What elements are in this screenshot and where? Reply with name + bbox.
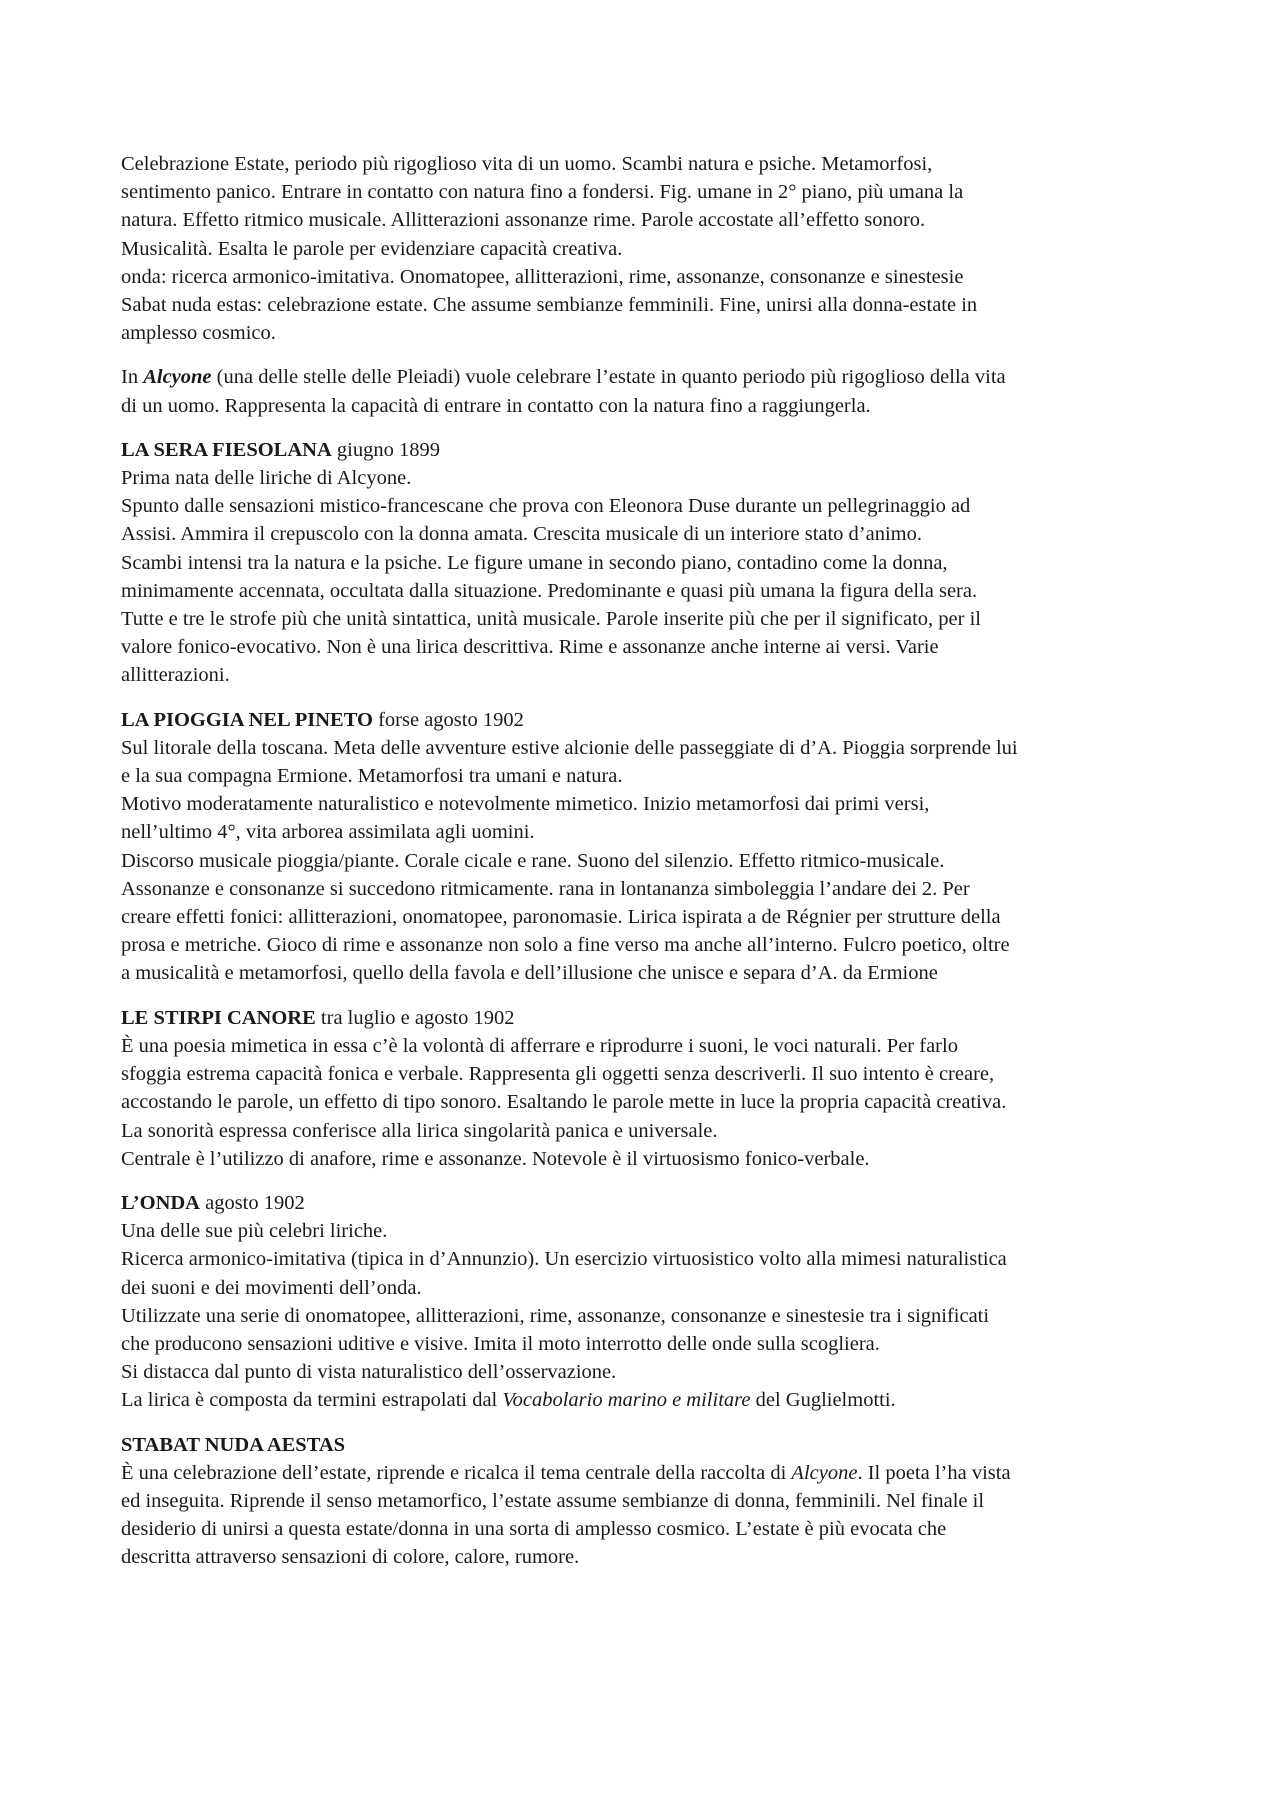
text-line: di un uomo. Rappresenta la capacità di entrare in contatto con la natura fino a raggiungerla. (121, 394, 871, 417)
text-fragment: del Guglielmotti. (750, 1389, 896, 1412)
section-date: tra luglio e agosto 1902 (315, 1006, 515, 1029)
book-title: Alcyone (143, 366, 212, 389)
text-line: minimamente accennata, occultata dalla situazione. Predominante e quasi più umana la figura della sera. (121, 579, 978, 602)
text-fragment: (una delle stelle delle Pleiadi) vuole celebrare l’estate in quanto periodo più rigoglioso della vita (211, 366, 1006, 389)
text-line: La sonorità espressa conferisce alla lirica singolarità panica e universale. (121, 1119, 718, 1142)
text-line: Utilizzate una serie di onomatopee, allitterazioni, rime, assonanze, consonanze e sinestesie tra i significati (121, 1304, 990, 1327)
text-line: valore fonico-evocativo. Non è una lirica descrittiva. Rime e assonanze anche interne ai versi. Varie (121, 636, 939, 659)
alcyone-paragraph (121, 363, 1171, 419)
section-title: STABAT NUDA AESTAS (121, 1433, 346, 1456)
text-fragment: È una celebrazione dell’estate, riprende e ricalca il tema centrale della raccolta di (121, 1461, 792, 1484)
text-line: Si distacca dal punto di vista naturalistico dell’osservazione. (121, 1361, 617, 1384)
book-title: Alcyone (791, 1461, 858, 1484)
section-title: LA PIOGGIA NEL PINETO (121, 708, 373, 731)
text-line: dei suoni e dei movimenti dell’onda. (121, 1276, 422, 1299)
section-heading (121, 1189, 1171, 1217)
text-line: Celebrazione Estate, periodo più rigoglioso vita di un uomo. Scambi natura e psiche. Metamorfosi, (121, 153, 933, 175)
text-line: Spunto dalle sensazioni mistico-francescane che prova con Eleonora Duse durante un pellegrinaggio ad (121, 495, 971, 518)
text-line: Assonanze e consonanze si succedono ritmicamente. rana in lontananza simboleggia l’andare dei 2. Per (121, 877, 970, 900)
section-title: LA SERA FIESOLANA (121, 438, 332, 461)
text-line (121, 363, 1171, 391)
section-heading (121, 1431, 1171, 1459)
text-line: È una poesia mimetica in essa c’è la volontà di afferrare e riprodurre i suoni, le voci naturali. Per farlo (121, 1034, 958, 1057)
text-line: onda: ricerca armonico-imitativa. Onomatopee, allitterazioni, rime, assonanze, consonanze e sinestesie (121, 265, 964, 288)
text-line: amplesso cosmico. (121, 322, 276, 345)
text-line: natura. Effetto ritmico musicale. Allitterazioni assonanze rime. Parole accostate all’effetto sonoro. (121, 209, 926, 232)
section-pioggia-nel-pineto (121, 706, 1171, 988)
text-line: Musicalità. Esalta le parole per evidenziare capacità creativa. (121, 237, 623, 260)
text-line: Una delle sue più celebri liriche. (121, 1220, 388, 1243)
text-line: sfoggia estrema capacità fonica e verbale. Rappresenta gli oggetti senza descriverli. Il suo intento è creare, (121, 1063, 995, 1086)
text-line (121, 1386, 1171, 1414)
text-line: nell’ultimo 4°, vita arborea assimilata agli uomini. (121, 821, 535, 844)
section-title: L’ONDA (121, 1191, 200, 1214)
section-stirpi-canore (121, 1004, 1171, 1173)
text-line: Scambi intensi tra la natura e la psiche. Le figure umane in secondo piano, contadino come la donna, (121, 551, 948, 574)
text-line: Sul litorale della toscana. Meta delle avventure estive alcionie delle passeggiate di d’A. Pioggia sorprende lui (121, 736, 1018, 759)
text-line: Sabat nuda estas: celebrazione estate. Che assume sembianze femminili. Fine, unirsi alla donna-estate in (121, 294, 978, 317)
section-date: giugno 1899 (331, 438, 440, 461)
text-line (121, 1459, 1171, 1487)
section-date: agosto 1902 (199, 1191, 305, 1214)
text-line: Tutte e tre le strofe più che unità sintattica, unità musicale. Parole inserite più che per il significato, per il (121, 608, 981, 631)
text-line: Discorso musicale pioggia/piante. Corale cicale e rane. Suono del silenzio. Effetto ritmico-musicale. (121, 849, 945, 872)
section-onda (121, 1189, 1171, 1415)
book-title: Vocabolario marino e militare (502, 1389, 751, 1412)
text-line: descritta attraverso sensazioni di colore, calore, rumore. (121, 1546, 580, 1569)
text-line: Centrale è l’utilizzo di anafore, rime e assonanze. Notevole è il virtuosismo fonico-verbale. (121, 1147, 870, 1170)
text-fragment: In (121, 366, 144, 389)
section-heading (121, 706, 1171, 734)
text-line: ed inseguita. Riprende il senso metamorfico, l’estate assume sembianze di donna, femminili. Nel finale il (121, 1489, 985, 1512)
text-line: a musicalità e metamorfosi, quello della favola e dell’illusione che unisce e separa d’A. da Ermione (121, 962, 938, 985)
section-stabat-nuda-aestas (121, 1431, 1171, 1572)
text-line: allitterazioni. (121, 664, 230, 687)
text-line: prosa e metriche. Gioco di rime e assonanze non solo a fine verso ma anche all’interno. Fulcro poetico, oltre (121, 934, 1010, 957)
text-line: che producono sensazioni uditive e visive. Imita il moto interrotto delle onde sulla scogliera. (121, 1332, 880, 1355)
text-line: desiderio di unirsi a questa estate/donna in una sorta di amplesso cosmico. L’estate è più evocata che (121, 1518, 947, 1541)
text-line: Prima nata delle liriche di Alcyone. (121, 467, 412, 490)
text-line: creare effetti fonici: allitterazioni, onomatopee, paronomasie. Lirica ispirata a de Régnier per strutture della (121, 906, 1001, 929)
section-title: LE STIRPI CANORE (121, 1006, 316, 1029)
text-line: Motivo moderatamente naturalistico e notevolmente mimetico. Inizio metamorfosi dai primi versi, (121, 793, 930, 816)
text-line: Ricerca armonico-imitativa (tipica in d’Annunzio). Un esercizio virtuosistico volto alla mimesi naturalistica (121, 1248, 1007, 1271)
text-line: Assisi. Ammira il crepuscolo con la donna amata. Crescita musicale di un interiore stato d’animo. (121, 523, 923, 546)
text-fragment: . Il poeta l’ha vista (857, 1461, 1011, 1484)
section-heading (121, 1004, 1171, 1032)
section-heading (121, 436, 1171, 464)
section-date: forse agosto 1902 (372, 708, 524, 731)
text-line: accostando le parole, un effetto di tipo sonoro. Esaltando le parole mette in luce la propria capacità creativa. (121, 1091, 1007, 1114)
section-sera-fiesolana (121, 436, 1171, 690)
document-page (121, 150, 1171, 1588)
text-line: sentimento panico. Entrare in contatto con natura fino a fondersi. Fig. umane in 2° piano, più umana la (121, 181, 964, 204)
text-line: e la sua compagna Ermione. Metamorfosi tra umani e natura. (121, 765, 623, 788)
text-fragment: La lirica è composta da termini estrapolati dal (121, 1389, 503, 1412)
intro-paragraph (121, 150, 1171, 347)
